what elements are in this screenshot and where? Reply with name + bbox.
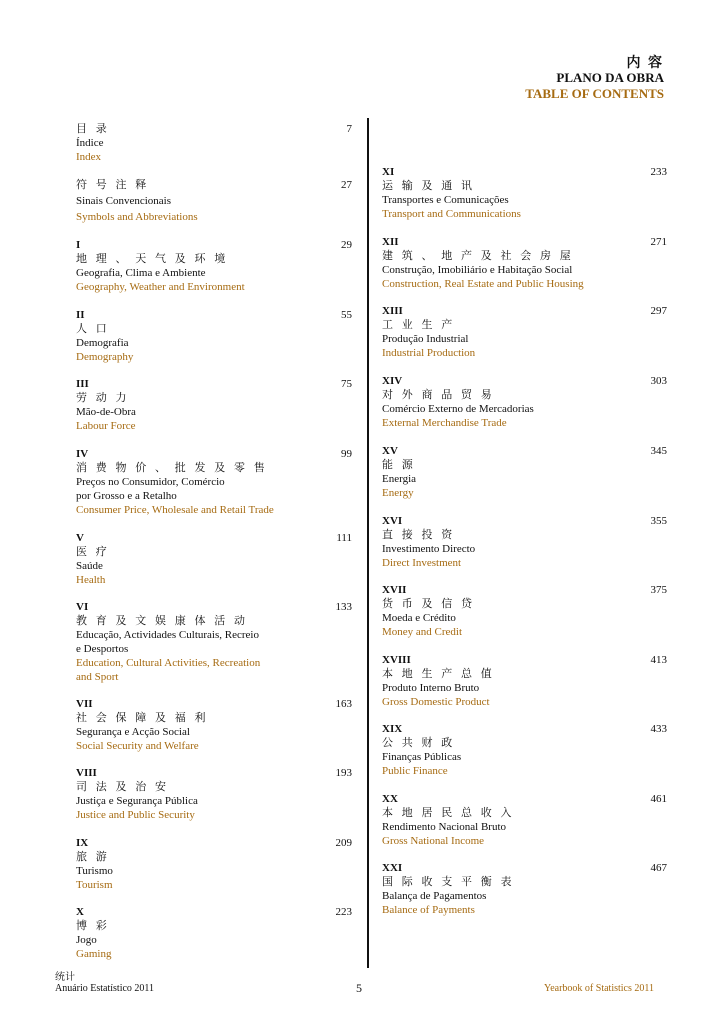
footer-label-zh: 统计 — [55, 972, 75, 983]
entry-title-zh: 本 地 居 民 总 收 入 — [382, 807, 515, 819]
chapter-number: X — [76, 906, 84, 918]
toc-entry-II[interactable] — [76, 308, 352, 364]
entry-title-zh: 符 号 注 释 — [76, 179, 150, 191]
toc-entry-V[interactable] — [76, 531, 352, 587]
toc-entry-XXI[interactable] — [382, 861, 667, 917]
toc-entry-index[interactable] — [76, 122, 352, 164]
chapter-number: VIII — [76, 767, 97, 779]
chapter-number: IX — [76, 837, 89, 849]
entry-title-zh: 本 地 生 产 总 值 — [382, 668, 495, 680]
entry-title-pt: Moeda e Crédito — [382, 612, 456, 624]
page-number: 99 — [341, 448, 352, 460]
toc-entry-XI[interactable] — [382, 165, 667, 221]
entry-title-zh: 直 接 投 资 — [382, 529, 456, 541]
page-number: 209 — [335, 837, 352, 849]
page-number: 75 — [341, 378, 352, 390]
heading-portuguese: PLANO DA OBRA — [556, 70, 664, 85]
toc-entry-XVI[interactable] — [382, 514, 667, 570]
entry-title-pt: Justiça e Segurança Pública — [76, 795, 198, 807]
chapter-number: XVIII — [382, 654, 411, 666]
chapter-number: XIII — [382, 305, 403, 317]
entry-title-zh: 能 源 — [382, 459, 416, 471]
toc-entry-XIII[interactable] — [382, 304, 667, 360]
entry-title-pt: Produção Industrial — [382, 333, 469, 345]
entry-title-pt: Segurança e Acção Social — [76, 726, 190, 738]
page-number: 413 — [650, 654, 667, 666]
heading-english: TABLE OF CONTENTS — [525, 86, 664, 101]
entry-title-en: Consumer Price, Wholesale and Retail Trade — [76, 504, 274, 516]
toc-entry-X[interactable] — [76, 905, 352, 961]
entry-title-pt: Produto Interno Bruto — [382, 682, 480, 694]
chapter-number: V — [76, 532, 84, 544]
entry-title-pt: Balança de Pagamentos — [382, 890, 487, 902]
entry-title-zh: 对 外 商 品 贸 易 — [382, 389, 495, 401]
chapter-number: III — [76, 378, 89, 390]
entry-title-zh: 博 彩 — [76, 920, 110, 932]
entry-title-en: Justice and Public Security — [76, 809, 195, 821]
entry-title-en-line2: and Sport — [76, 671, 119, 683]
entry-title-en: Education, Cultural Activities, Recreation — [76, 657, 261, 669]
entry-title-en: Gaming — [76, 948, 112, 960]
heading-chinese: 内 容 — [626, 56, 664, 71]
entry-title-pt: Preços no Consumidor, Comércio — [76, 476, 225, 488]
entry-title-pt-line2: e Desportos — [76, 643, 129, 655]
page-number: 467 — [650, 862, 667, 874]
toc-entry-VI[interactable] — [76, 600, 352, 684]
chapter-number: XII — [382, 236, 399, 248]
footer-publication-pt: Anuário Estatístico 2011 — [55, 983, 155, 994]
page-number: 271 — [650, 236, 667, 248]
entry-title-zh: 货 币 及 信 贷 — [382, 598, 475, 610]
page-number: 355 — [650, 515, 667, 527]
page-number: 375 — [650, 584, 667, 596]
chapter-number: II — [76, 309, 85, 321]
chapter-number: XVII — [382, 584, 407, 596]
page-number: 133 — [335, 601, 352, 613]
chapter-number: XIX — [382, 723, 403, 735]
entry-title-pt: Saúde — [76, 560, 103, 572]
page-number: 193 — [335, 767, 352, 779]
chapter-number: XXI — [382, 862, 403, 874]
entry-title-en: Health — [76, 574, 106, 586]
entry-title-pt: Demografia — [76, 337, 129, 349]
entry-title-zh: 司 法 及 治 安 — [76, 781, 169, 793]
entry-title-en: Index — [76, 151, 102, 163]
entry-title-zh: 社 会 保 障 及 福 利 — [76, 712, 209, 724]
entry-title-en: Money and Credit — [382, 626, 463, 638]
page-number: 7 — [346, 123, 352, 135]
entry-title-pt: Geografia, Clima e Ambiente — [76, 267, 206, 279]
entry-title-en: External Merchandise Trade — [382, 417, 507, 429]
entry-title-zh: 地 理 、 天 气 及 环 境 — [76, 253, 229, 265]
toc-entry-XVIII[interactable] — [382, 653, 667, 709]
entry-title-zh: 消 费 物 价 、 批 发 及 零 售 — [76, 462, 268, 474]
entry-title-zh: 目 录 — [76, 123, 110, 135]
chapter-number: XX — [382, 793, 398, 805]
page-number: 297 — [650, 305, 667, 317]
entry-title-pt: Energia — [382, 473, 417, 485]
page-number: 433 — [650, 723, 667, 735]
toc-entry-XIX[interactable] — [382, 722, 667, 778]
toc-entry-symbols[interactable] — [76, 178, 352, 224]
toc-entry-VIII[interactable] — [76, 766, 352, 822]
entry-title-pt: Comércio Externo de Mercadorias — [382, 403, 534, 415]
toc-entry-VII[interactable] — [76, 697, 352, 753]
entry-title-pt: Mão-de-Obra — [76, 406, 136, 418]
entry-title-en: Labour Force — [76, 420, 136, 432]
page-number: 111 — [336, 532, 352, 544]
chapter-number: VI — [76, 601, 89, 613]
chapter-number: I — [76, 239, 81, 251]
entry-title-pt: Construção, Imobiliário e Habitação Social — [382, 264, 573, 276]
entry-title-pt: Transportes e Comunicações — [382, 194, 509, 206]
entry-title-en: Social Security and Welfare — [76, 740, 199, 752]
page-number: 55 — [341, 309, 352, 321]
entry-title-pt: Finanças Públicas — [382, 751, 462, 763]
chapter-number: IV — [76, 448, 89, 460]
entry-title-en: Geography, Weather and Environment — [76, 281, 245, 293]
column-divider — [367, 118, 369, 968]
entry-title-en: Gross National Income — [382, 835, 485, 847]
entry-title-pt-line2: por Grosso e a Retalho — [76, 490, 177, 502]
entry-title-pt: Rendimento Nacional Bruto — [382, 821, 507, 833]
entry-title-en: Transport and Communications — [382, 208, 521, 220]
entry-title-zh: 运 输 及 通 讯 — [382, 180, 475, 192]
chapter-number: XI — [382, 166, 395, 178]
entry-title-zh: 建 筑 、 地 产 及 社 会 房 屋 — [382, 250, 574, 262]
page-number: 223 — [335, 906, 352, 918]
entry-title-zh: 医 疗 — [76, 546, 110, 558]
page-number: 29 — [341, 239, 352, 251]
chapter-number: VII — [76, 698, 93, 710]
chapter-number: XVI — [382, 515, 403, 527]
entry-title-zh: 国 际 收 支 平 衡 表 — [382, 876, 515, 888]
page-number: 163 — [335, 698, 352, 710]
toc-entry-IX[interactable] — [76, 836, 352, 892]
entry-title-en: Balance of Payments — [382, 904, 475, 916]
chapter-number: XIV — [382, 375, 403, 387]
entry-title-en: Direct Investment — [382, 557, 462, 569]
toc-entry-XIV[interactable] — [382, 374, 667, 430]
entry-title-pt: Índice — [76, 137, 104, 149]
toc-entry-XVII[interactable] — [382, 583, 667, 639]
entry-title-zh: 劳 动 力 — [76, 392, 130, 404]
entry-title-zh: 旅 游 — [76, 851, 110, 863]
page-number: 461 — [650, 793, 667, 805]
footer-publication-en: Yearbook of Statistics 2011 — [544, 983, 654, 994]
page-number: 27 — [341, 179, 352, 191]
toc-entry-XII[interactable] — [382, 235, 667, 291]
entry-title-pt: Jogo — [76, 934, 97, 946]
page-number: 345 — [650, 445, 667, 457]
toc-entry-I[interactable] — [76, 238, 352, 294]
entry-title-en: Construction, Real Estate and Public Housing — [382, 278, 584, 290]
footer-page-number: 5 — [356, 981, 362, 995]
chapter-number: XV — [382, 445, 398, 457]
entry-title-en: Industrial Production — [382, 347, 476, 359]
entry-title-pt: Sinais Convencionais — [76, 195, 172, 207]
entry-title-pt: Investimento Directo — [382, 543, 476, 555]
entry-title-pt: Educação, Actividades Culturais, Recreio — [76, 629, 259, 641]
entry-title-en: Gross Domestic Product — [382, 696, 490, 708]
toc-entry-III[interactable] — [76, 377, 352, 433]
page-number: 233 — [650, 166, 667, 178]
toc-entry-XV[interactable] — [382, 444, 667, 500]
page-number: 303 — [650, 375, 667, 387]
entry-title-pt: Turismo — [76, 865, 113, 877]
entry-title-en: Energy — [382, 487, 414, 499]
entry-title-zh: 公 共 财 政 — [382, 737, 456, 749]
entry-title-en: Public Finance — [382, 765, 448, 777]
entry-title-zh: 人 口 — [76, 323, 110, 335]
entry-title-en: Demography — [76, 351, 134, 363]
entry-title-zh: 教 育 及 文 娱 康 体 活 动 — [76, 615, 248, 627]
toc-entry-IV[interactable] — [76, 447, 352, 517]
entry-title-en: Symbols and Abbreviations — [76, 211, 198, 223]
entry-title-en: Tourism — [76, 879, 113, 891]
entry-title-zh: 工 业 生 产 — [382, 319, 456, 331]
toc-entry-XX[interactable] — [382, 792, 667, 848]
